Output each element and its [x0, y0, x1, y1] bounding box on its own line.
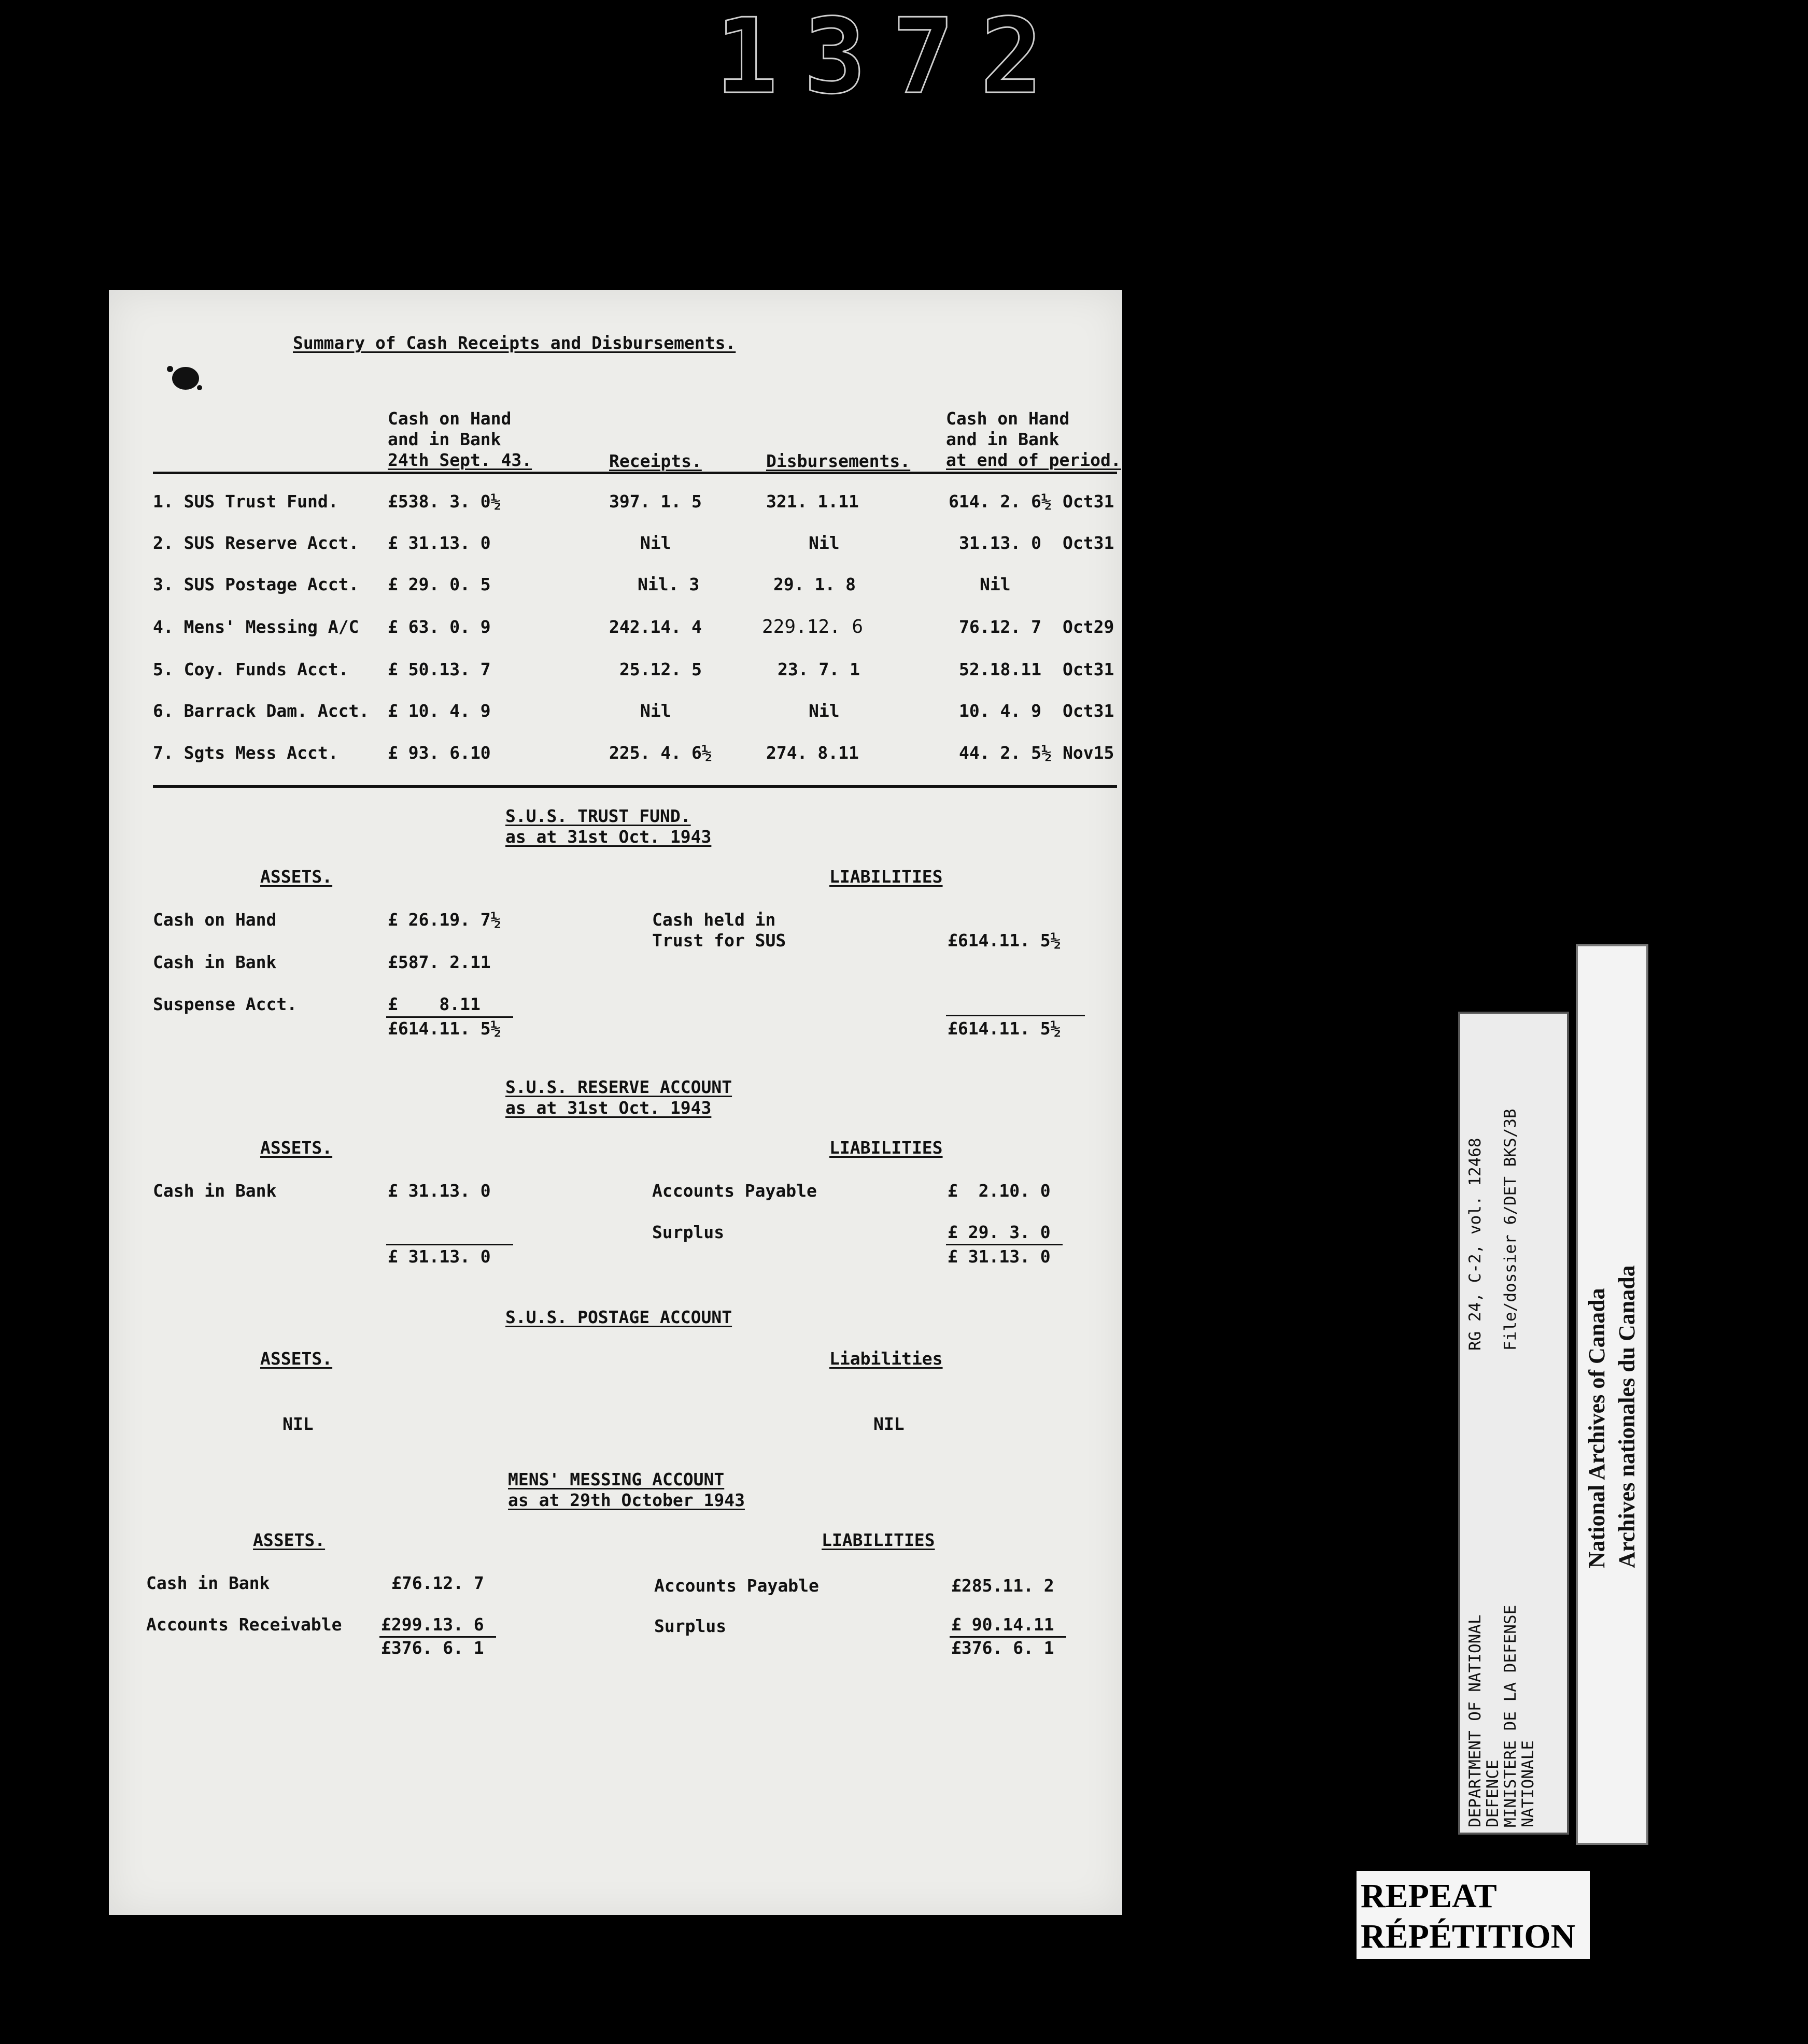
reserve-date: as at 31st Oct. 1943 — [505, 1098, 712, 1118]
row-receipts: 242.14. 4 — [609, 617, 702, 637]
messing-asset-value: £76.12. 7 — [391, 1573, 484, 1593]
row-closing: 76.12. 7 — [959, 617, 1041, 637]
archives-name-label — [1576, 944, 1648, 1845]
trust-liability-label-2: Trust for SUS — [652, 930, 786, 950]
row-closing: 10. 4. 9 — [959, 701, 1041, 721]
reserve-liability-value: £ 29. 3. 0 — [948, 1222, 1051, 1242]
archive-reference-label — [1458, 1012, 1569, 1835]
summary-bottom-rule — [153, 785, 1117, 788]
row-date: Oct31 — [1063, 491, 1114, 512]
row-opening: £ 50.13. 7 — [388, 659, 491, 679]
trust-liability-value: £614.11. 5½ — [948, 930, 1061, 950]
trust-fund-title: S.U.S. TRUST FUND. — [505, 806, 691, 826]
messing-title: MENS' MESSING ACCOUNT — [508, 1469, 725, 1489]
row-receipts: Nil — [640, 701, 671, 721]
archive-reference: RG 24, C-2, vol. 12468 — [1466, 1138, 1485, 1351]
row-opening: £ 10. 4. 9 — [388, 701, 491, 721]
header-disbursements: Disbursements. — [766, 451, 911, 471]
trust-asset-label: Cash on Hand — [153, 910, 277, 930]
reserve-assets-rule — [386, 1244, 513, 1245]
postage-liabilities-value: NIL — [873, 1414, 905, 1434]
row-closing: 44. 2. 5½ — [959, 743, 1052, 763]
messing-liability-value: £ 90.14.11 — [951, 1614, 1054, 1635]
frame-number: 1372 — [715, 0, 1069, 117]
postage-assets-value: NIL — [282, 1414, 314, 1434]
dept-fr-line-2: NATIONALE — [1519, 1740, 1537, 1827]
row-account: 4. Mens' Messing A/C — [153, 617, 359, 637]
row-account: 1. SUS Trust Fund. — [153, 491, 338, 512]
row-account: 7. Sgts Mess Acct. — [153, 743, 338, 763]
reserve-liability-label: Surplus — [652, 1222, 725, 1242]
header-closing-2: and in Bank — [946, 429, 1060, 449]
row-disbursements: Nil — [809, 701, 840, 721]
stamp-line-1: REPEAT — [1361, 1877, 1497, 1915]
trust-fund-date: as at 31st Oct. 1943 — [505, 827, 712, 847]
messing-assets-label: ASSETS. — [253, 1530, 326, 1550]
row-account: 2. SUS Reserve Acct. — [153, 533, 359, 553]
header-opening-1: Cash on Hand — [388, 408, 512, 429]
row-account: 5. Coy. Funds Acct. — [153, 659, 349, 679]
header-opening-3: 24th Sept. 43. — [388, 450, 532, 470]
row-account: 6. Barrack Dam. Acct. — [153, 701, 370, 721]
row-opening: £538. 3. 0½ — [388, 491, 501, 512]
trust-liabilities-rule — [946, 1015, 1085, 1016]
document-sheet — [109, 290, 1122, 1915]
messing-asset-value: £299.13. 6 — [381, 1614, 484, 1635]
dept-en-line-2: DEFENCE — [1484, 1759, 1502, 1827]
messing-liability-label: Accounts Payable — [654, 1575, 819, 1596]
trust-asset-value: £ 8.11 — [388, 994, 481, 1014]
row-date: Nov15 — [1063, 743, 1114, 763]
row-closing: 52.18.11 — [959, 659, 1041, 679]
messing-asset-label: Accounts Receivable — [146, 1614, 342, 1635]
reserve-title: S.U.S. RESERVE ACCOUNT — [505, 1077, 732, 1097]
dept-fr-line-1: MINISTERE DE LA DEFENSE — [1501, 1605, 1520, 1827]
row-disbursements: 23. 7. 1 — [778, 659, 860, 679]
trust-asset-label: Cash in Bank — [153, 952, 277, 972]
document-title: Summary of Cash Receipts and Disbursements. — [293, 333, 736, 353]
archives-name-en: National Archives of Canada — [1584, 1288, 1609, 1568]
trust-asset-label: Suspense Acct. — [153, 994, 298, 1014]
row-date: Oct29 — [1063, 617, 1114, 637]
trust-asset-value: £587. 2.11 — [388, 952, 491, 972]
row-date: Oct31 — [1063, 659, 1114, 679]
trust-assets-label: ASSETS. — [260, 867, 333, 887]
row-disbursements: 229.12. 6 — [762, 616, 864, 637]
reserve-liabilities-label: LIABILITIES — [829, 1138, 943, 1158]
header-rule — [153, 472, 1117, 474]
row-opening: £ 63. 0. 9 — [388, 617, 491, 637]
reserve-assets-total: £ 31.13. 0 — [388, 1246, 491, 1267]
reserve-asset-label: Cash in Bank — [153, 1181, 277, 1201]
trust-liability-label: Cash held in — [652, 910, 776, 930]
row-opening: £ 29. 0. 5 — [388, 574, 491, 594]
row-receipts: 225. 4. 6½ — [609, 743, 712, 763]
reserve-asset-value: £ 31.13. 0 — [388, 1181, 491, 1201]
row-opening: £ 93. 6.10 — [388, 743, 491, 763]
trust-assets-total: £614.11. 5½ — [388, 1018, 501, 1039]
messing-date: as at 29th October 1943 — [508, 1490, 745, 1510]
row-disbursements: 274. 8.11 — [766, 743, 859, 763]
row-receipts: 25.12. 5 — [619, 659, 702, 679]
header-opening-2: and in Bank — [388, 429, 501, 449]
row-closing: Nil — [980, 574, 1011, 594]
reserve-liability-label: Accounts Payable — [652, 1181, 817, 1201]
reserve-liability-value: £ 2.10. 0 — [948, 1181, 1051, 1201]
messing-liabilities-label: LIABILITIES — [822, 1530, 935, 1550]
stamp-line-2: RÉPÉTITION — [1361, 1918, 1576, 1955]
header-receipts: Receipts. — [609, 451, 702, 471]
postage-title: S.U.S. POSTAGE ACCOUNT — [505, 1307, 732, 1327]
trust-liabilities-label: LIABILITIES — [829, 867, 943, 887]
trust-asset-value: £ 26.19. 7½ — [388, 910, 501, 930]
row-date: Oct31 — [1063, 701, 1114, 721]
reserve-assets-label: ASSETS. — [260, 1138, 333, 1158]
ink-blot-icon — [161, 358, 207, 399]
row-closing: 31.13. 0 — [959, 533, 1041, 553]
dept-en-line-1: DEPARTMENT OF NATIONAL — [1466, 1614, 1485, 1827]
repeat-stamp — [1357, 1871, 1590, 1959]
row-disbursements: 29. 1. 8 — [773, 574, 856, 594]
row-date: Oct31 — [1063, 533, 1114, 553]
header-closing-3: at end of period. — [946, 450, 1121, 470]
reserve-liabilities-rule — [946, 1244, 1063, 1245]
archives-name-fr: Archives nationales du Canada — [1614, 1265, 1640, 1568]
messing-liability-value: £285.11. 2 — [951, 1575, 1054, 1596]
row-disbursements: 321. 1.11 — [766, 491, 859, 512]
row-opening: £ 31.13. 0 — [388, 533, 491, 553]
messing-asset-label: Cash in Bank — [146, 1573, 270, 1593]
messing-assets-total: £376. 6. 1 — [381, 1638, 484, 1658]
postage-assets-label: ASSETS. — [260, 1349, 333, 1369]
messing-liability-label: Surplus — [654, 1616, 727, 1636]
trust-liabilities-total: £614.11. 5½ — [948, 1018, 1061, 1039]
messing-liabilities-total: £376. 6. 1 — [951, 1638, 1054, 1658]
header-closing-1: Cash on Hand — [946, 408, 1070, 429]
postage-liabilities-label: Liabilities — [829, 1349, 943, 1369]
row-receipts: Nil. 3 — [638, 574, 700, 594]
row-closing: 614. 2. 6½ — [949, 491, 1052, 512]
trust-assets-rule — [386, 1016, 513, 1018]
archive-file: File/dossier 6/DET BKS/3B — [1501, 1109, 1520, 1351]
reserve-liabilities-total: £ 31.13. 0 — [948, 1246, 1051, 1267]
row-receipts: 397. 1. 5 — [609, 491, 702, 512]
row-disbursements: Nil — [809, 533, 840, 553]
row-account: 3. SUS Postage Acct. — [153, 574, 359, 594]
row-receipts: Nil — [640, 533, 671, 553]
